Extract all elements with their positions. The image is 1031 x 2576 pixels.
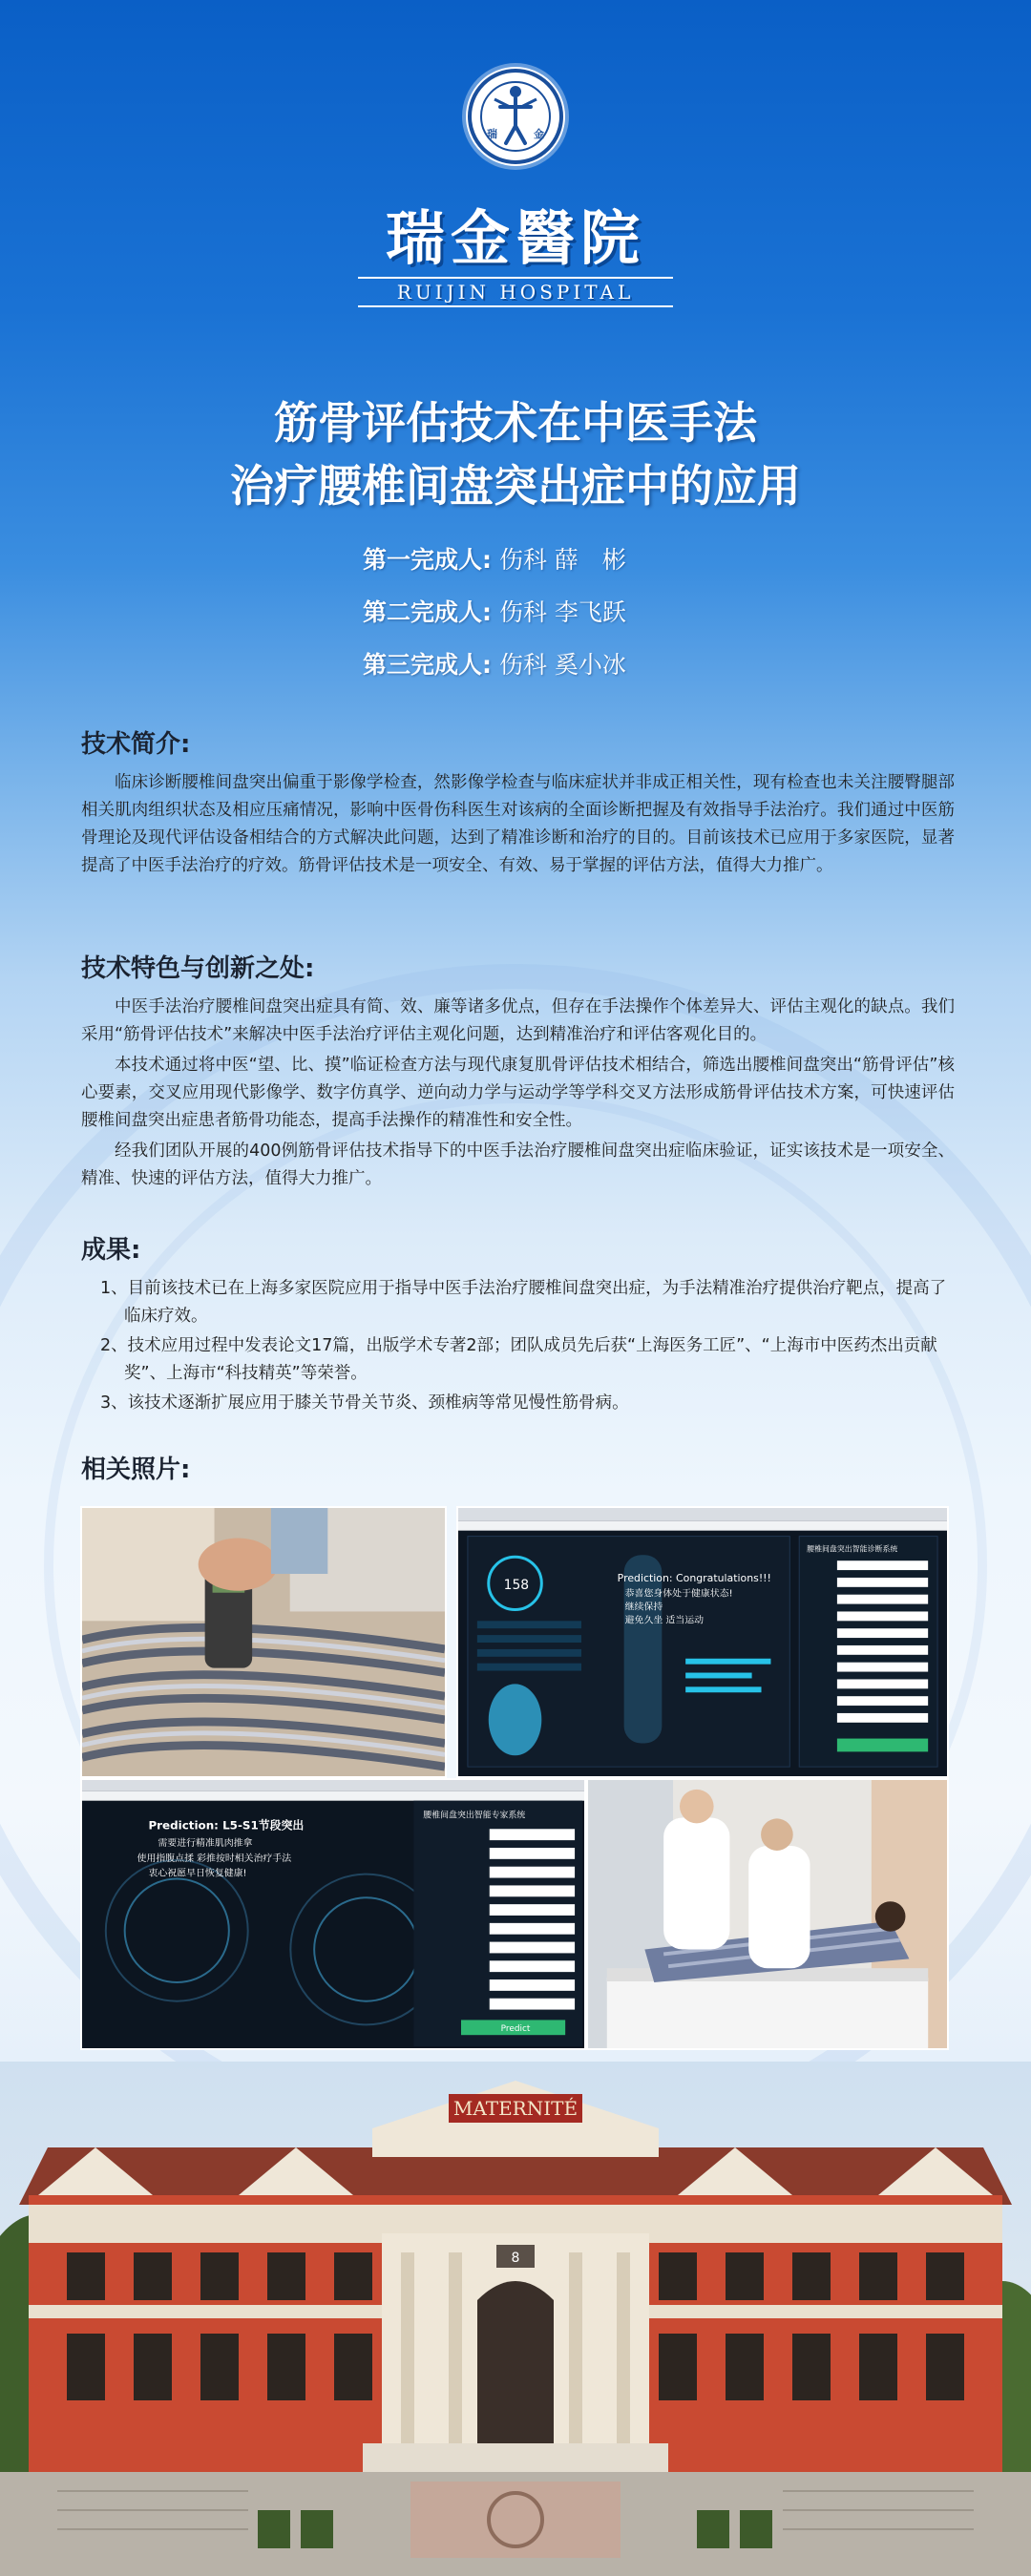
form-title: 腰椎间盘突出智能诊断系统 bbox=[807, 1544, 898, 1554]
prediction-title: Prediction: L5-S1节段突出 bbox=[148, 1818, 305, 1833]
photo-manual-therapy bbox=[586, 1778, 949, 2050]
section-heading: 技术特色与创新之处: bbox=[81, 954, 315, 983]
emblem-char-right: 金 bbox=[534, 128, 544, 140]
list-item: 1、目前该技术已在上海多家医院应用于指导中医手法治疗腰椎间盘突出症，为手法精准治疗提供治疗靶点，提高了临床疗效。 bbox=[100, 1279, 947, 1326]
prediction-line: 恭喜您身体处于健康状态! bbox=[624, 1588, 733, 1600]
hospital-name-en: RUIJIN HOSPITAL bbox=[358, 277, 673, 307]
contributor-1 bbox=[363, 544, 802, 576]
prediction-line: 避免久坐 适当运动 bbox=[624, 1615, 705, 1626]
building-sign: MATERNITÉ bbox=[452, 2097, 579, 2120]
prediction-line: 需要进行精准肌肉推拿 bbox=[158, 1838, 253, 1850]
hospital-emblem bbox=[466, 67, 565, 166]
contributor-value: 伤科 李飞跃 bbox=[498, 598, 626, 626]
photo-diagnosis-screen-2 bbox=[80, 1778, 586, 2050]
hospital-building-photo bbox=[0, 2062, 1031, 2576]
contributor-2 bbox=[363, 597, 802, 629]
photo-diagnosis-screen-1 bbox=[456, 1506, 949, 1778]
photo-scanner-exam bbox=[80, 1506, 447, 1778]
section-heading: 成果: bbox=[81, 1236, 141, 1265]
prediction-title: Prediction: Congratulations!!! bbox=[617, 1571, 771, 1584]
section-heading: 技术简介: bbox=[81, 730, 191, 759]
paragraph: 经我们团队开展的400例筋骨评估技术指导下的中医手法治疗腰椎间盘突出症临床验证，证实该技术是一项安全、精准、快速的评估方法，值得大力推广。 bbox=[81, 1141, 955, 1188]
plaque-number: 8 bbox=[511, 2251, 520, 2266]
form-title: 腰椎间盘突出智能专家系统 bbox=[423, 1811, 526, 1821]
section-intro bbox=[81, 727, 955, 880]
contributor-label: 第二完成人: bbox=[363, 598, 492, 626]
emblem-icon bbox=[466, 67, 565, 166]
gauge-value: 158 bbox=[503, 1577, 530, 1593]
prediction-line: 继续保持 bbox=[624, 1602, 663, 1613]
paragraph: 中医手法治疗腰椎间盘突出症具有简、效、廉等诸多优点，但存在手法操作个体差异大、评估主观化的缺点。我们采用“筋骨评估技术”来解决中医手法治疗评估主观化问题，达到精准治疗和评估客观化目的。 bbox=[81, 997, 955, 1044]
section-features bbox=[81, 952, 955, 1193]
hospital-wordmark bbox=[325, 200, 706, 307]
prediction-line: 使用指腹点揉 彩推按时相关治疗手法 bbox=[137, 1853, 292, 1864]
submit-button-label: Predict bbox=[500, 2024, 531, 2035]
section-results bbox=[81, 1233, 955, 1419]
title-line-1: 筋骨评估技术在中医手法 bbox=[274, 397, 757, 449]
page-title bbox=[57, 391, 974, 517]
contributor-value: 伤科 奚小冰 bbox=[498, 651, 626, 679]
paragraph: 本技术通过将中医“望、比、摸”临证检查方法与现代康复肌骨评估技术相结合，筛选出腰椎间盘突出“筋骨评估”核心要素，交叉应用现代影像学、数字仿真学、逆向动力学与运动学等学科交叉方法形成筋骨评估技术方案，可快速评估腰椎间盘突出症患者筋骨功能态，提高手法操作的精准性和安全性。 bbox=[81, 1056, 955, 1130]
contributor-value: 伤科 薛 彬 bbox=[498, 546, 626, 574]
results-list bbox=[81, 1275, 955, 1417]
contributor-label: 第一完成人: bbox=[363, 546, 492, 574]
emblem-char-left: 瑞 bbox=[487, 128, 497, 140]
contributor-label: 第三完成人: bbox=[363, 651, 492, 679]
prediction-line: 衷心祝愿早日恢复健康! bbox=[148, 1868, 247, 1879]
list-item: 3、该技术逐渐扩展应用于膝关节骨关节炎、颈椎病等常见慢性筋骨病。 bbox=[100, 1393, 629, 1413]
list-item: 2、技术应用过程中发表论文17篇，出版学术专著2部；团队成员先后获“上海医务工匠”、“上海市中医药杰出贡献奖”、上海市“科技精英”等荣誉。 bbox=[100, 1336, 937, 1383]
hospital-name-cn: 瑞金醫院 bbox=[385, 203, 645, 273]
title-line-2: 治疗腰椎间盘突出症中的应用 bbox=[230, 460, 801, 512]
section-heading: 相关照片: bbox=[81, 1456, 191, 1484]
paragraph: 临床诊断腰椎间盘突出偏重于影像学检查，然影像学检查与临床症状并非成正相关性，现有检查也未关注腰臀腿部相关肌肉组织状态及相应压痛情况，影响中医骨伤科医生对该病的全面诊断把握及有效指导手法治疗。我们通过中医筋骨理论及现代评估设备相结合的方式解决此问题，达到了精准诊断和治疗的目的。目前该技术已应用于多家医院，显著提高了中医手法治疗的疗效。筋骨评估技术是一项安全、有效、易于掌握的评估方法，值得大力推广。 bbox=[81, 773, 955, 875]
section-photos bbox=[81, 1453, 955, 1495]
contributor-3 bbox=[363, 649, 802, 681]
